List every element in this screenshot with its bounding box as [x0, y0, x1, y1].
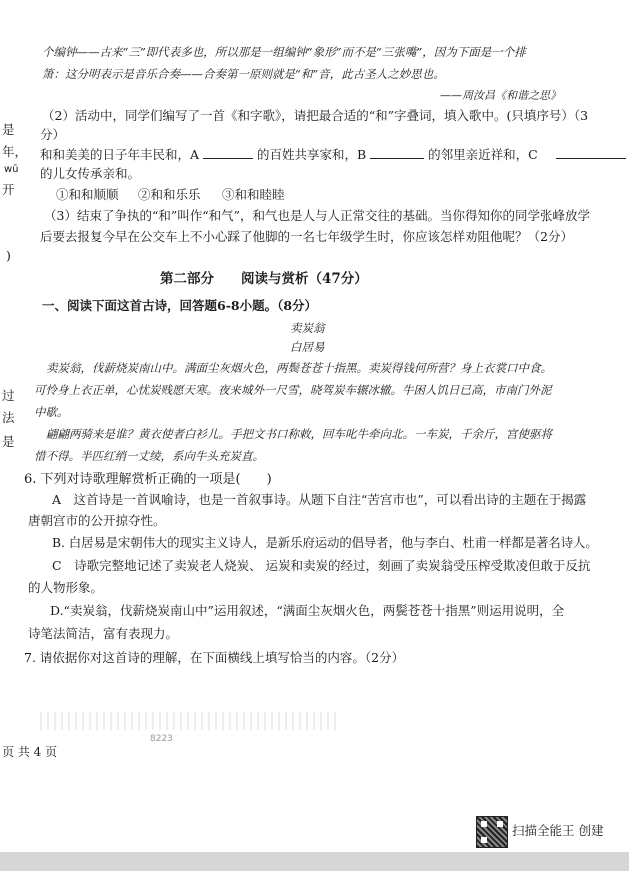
q3-stem-line-2: 后要去报复今早在公交车上不小心踩了他脚的一名七年级学生时，你应该怎样劝阻他呢？（2分） — [40, 229, 573, 244]
song-part-a: 和和美美的日子年丰民和，A — [40, 147, 200, 162]
q7-stem: 7. 请依据你对这首诗的理解，在下面横线上填写恰当的内容。（2分） — [24, 650, 405, 665]
answer-blank-a[interactable] — [203, 147, 253, 159]
poem-line: 惜不得。半匹红绡一丈绫，系向牛头充炭直。 — [34, 449, 264, 463]
top-note-line-2: 箫：这分明表示是音乐合奏——合奏第一原则就是“和”音，此古圣人之妙思也。 — [42, 67, 445, 81]
poem-title: 卖炭翁 — [290, 321, 325, 335]
page-footer: 页 共 4 页 — [2, 745, 58, 759]
top-note-source: ——周汝昌《和谐之思》 — [440, 89, 561, 102]
section-one-heading: 一、阅读下面这首古诗，回答题6-8小题。（8分） — [42, 298, 318, 313]
margin-fragment: ) — [6, 248, 11, 263]
q2-option-1: ①和和顺顺 — [56, 187, 119, 202]
poem-line: 翩翩两骑来是谁？黄衣使者白衫儿。手把文书口称敕，回车叱牛牵向北。一车炭，千余斤，宫使驱将 — [46, 427, 552, 441]
margin-fragment: 开 — [2, 182, 15, 197]
q6-option-d-line-2: 诗笔法简洁，富有表现力。 — [28, 626, 179, 641]
margin-fragment: wū — [4, 164, 19, 175]
margin-fragment: 年， — [2, 144, 28, 159]
qr-code-icon — [476, 816, 508, 848]
q2-stem-line-2: 分） — [40, 127, 66, 142]
bottom-bar — [0, 852, 629, 871]
q3-stem-line-1: （3）结束了争执的“和”叫作“和气”，和气也是人与人正常交往的基础。当你得知你的同学张峰放学 — [44, 208, 591, 223]
part-two-title: 第二部分 阅读与赏析（47分） — [160, 271, 368, 287]
poem-line: 卖炭翁，伐薪烧炭南山中。满面尘灰烟火色，两鬓苍苍十指黑。卖炭得钱何所营？身上衣裳口中食。 — [46, 361, 552, 375]
q2-option-2: ②和和乐乐 — [138, 187, 201, 202]
q6-stem: 6. 下列对诗歌理解赏析正确的一项是( ) — [24, 472, 272, 487]
q6-option-c-line-2: 的人物形象。 — [28, 580, 104, 595]
q6-option-a-line-1: A 这首诗是一首讽喻诗，也是一首叙事诗。从题下自注“苦宫市也”，可以看出诗的主题在于揭露 — [52, 492, 587, 507]
q6-option-b: B. 白居易是宋朝伟大的现实主义诗人，是新乐府运动的倡导者，他与李白、杜甫一样都是著名诗人。 — [52, 536, 598, 550]
q2-song-line-1 — [40, 147, 626, 163]
margin-fragment: 是 — [2, 434, 15, 449]
scan-noise — [40, 712, 340, 730]
poem-line: 中歇。 — [34, 405, 69, 419]
watermark-label: 扫描全能王 创建 — [512, 823, 604, 838]
q2-option-3: ③和和睦睦 — [222, 187, 285, 202]
song-part-b: 的百姓共享家和，B — [257, 147, 367, 162]
q6-option-d-line-1: D.“卖炭翁，伐薪烧炭南山中”运用叙述，“满面尘灰烟火色，两鬓苍苍十指黑”则运用说明，全 — [50, 603, 565, 618]
margin-fragment: 过 — [2, 388, 15, 403]
q2-song-line-2: 的儿女传承亲和。 — [40, 166, 141, 181]
margin-fragment: 是 — [2, 122, 15, 137]
poem-author: 白居易 — [290, 340, 325, 354]
q2-stem-line-1: （2）活动中，同学们编写了一首《和字歌》，请把最合适的“和”字叠词，填入歌中。(只填序号）（3 — [42, 108, 589, 123]
top-note-line-1: 个编钟——古来“三”即代表多也，所以那是一组编钟“象形”而不是“三张嘴”，因为下面是一个排 — [42, 45, 526, 59]
q6-option-c-line-1: C 诗歌完整地记述了卖炭老人烧炭、 运炭和卖炭的经过，刻画了卖炭翁受压榨受欺凌但敢于反抗 — [52, 558, 591, 573]
faint-scan-text: 8223 — [150, 734, 173, 744]
song-part-c: 的邻里亲近祥和，C — [428, 147, 538, 162]
answer-blank-c[interactable] — [556, 147, 626, 159]
q6-option-a-line-2: 唐朝宫市的公开掠夺性。 — [28, 513, 166, 528]
answer-blank-b[interactable] — [370, 147, 424, 159]
poem-line: 可怜身上衣正单，心忧炭贱愿天寒。夜来城外一尺雪，晓驾炭车辗冰辙。牛困人饥日已高，市南门外泥 — [34, 383, 552, 397]
margin-fragment: 法 — [2, 410, 15, 425]
